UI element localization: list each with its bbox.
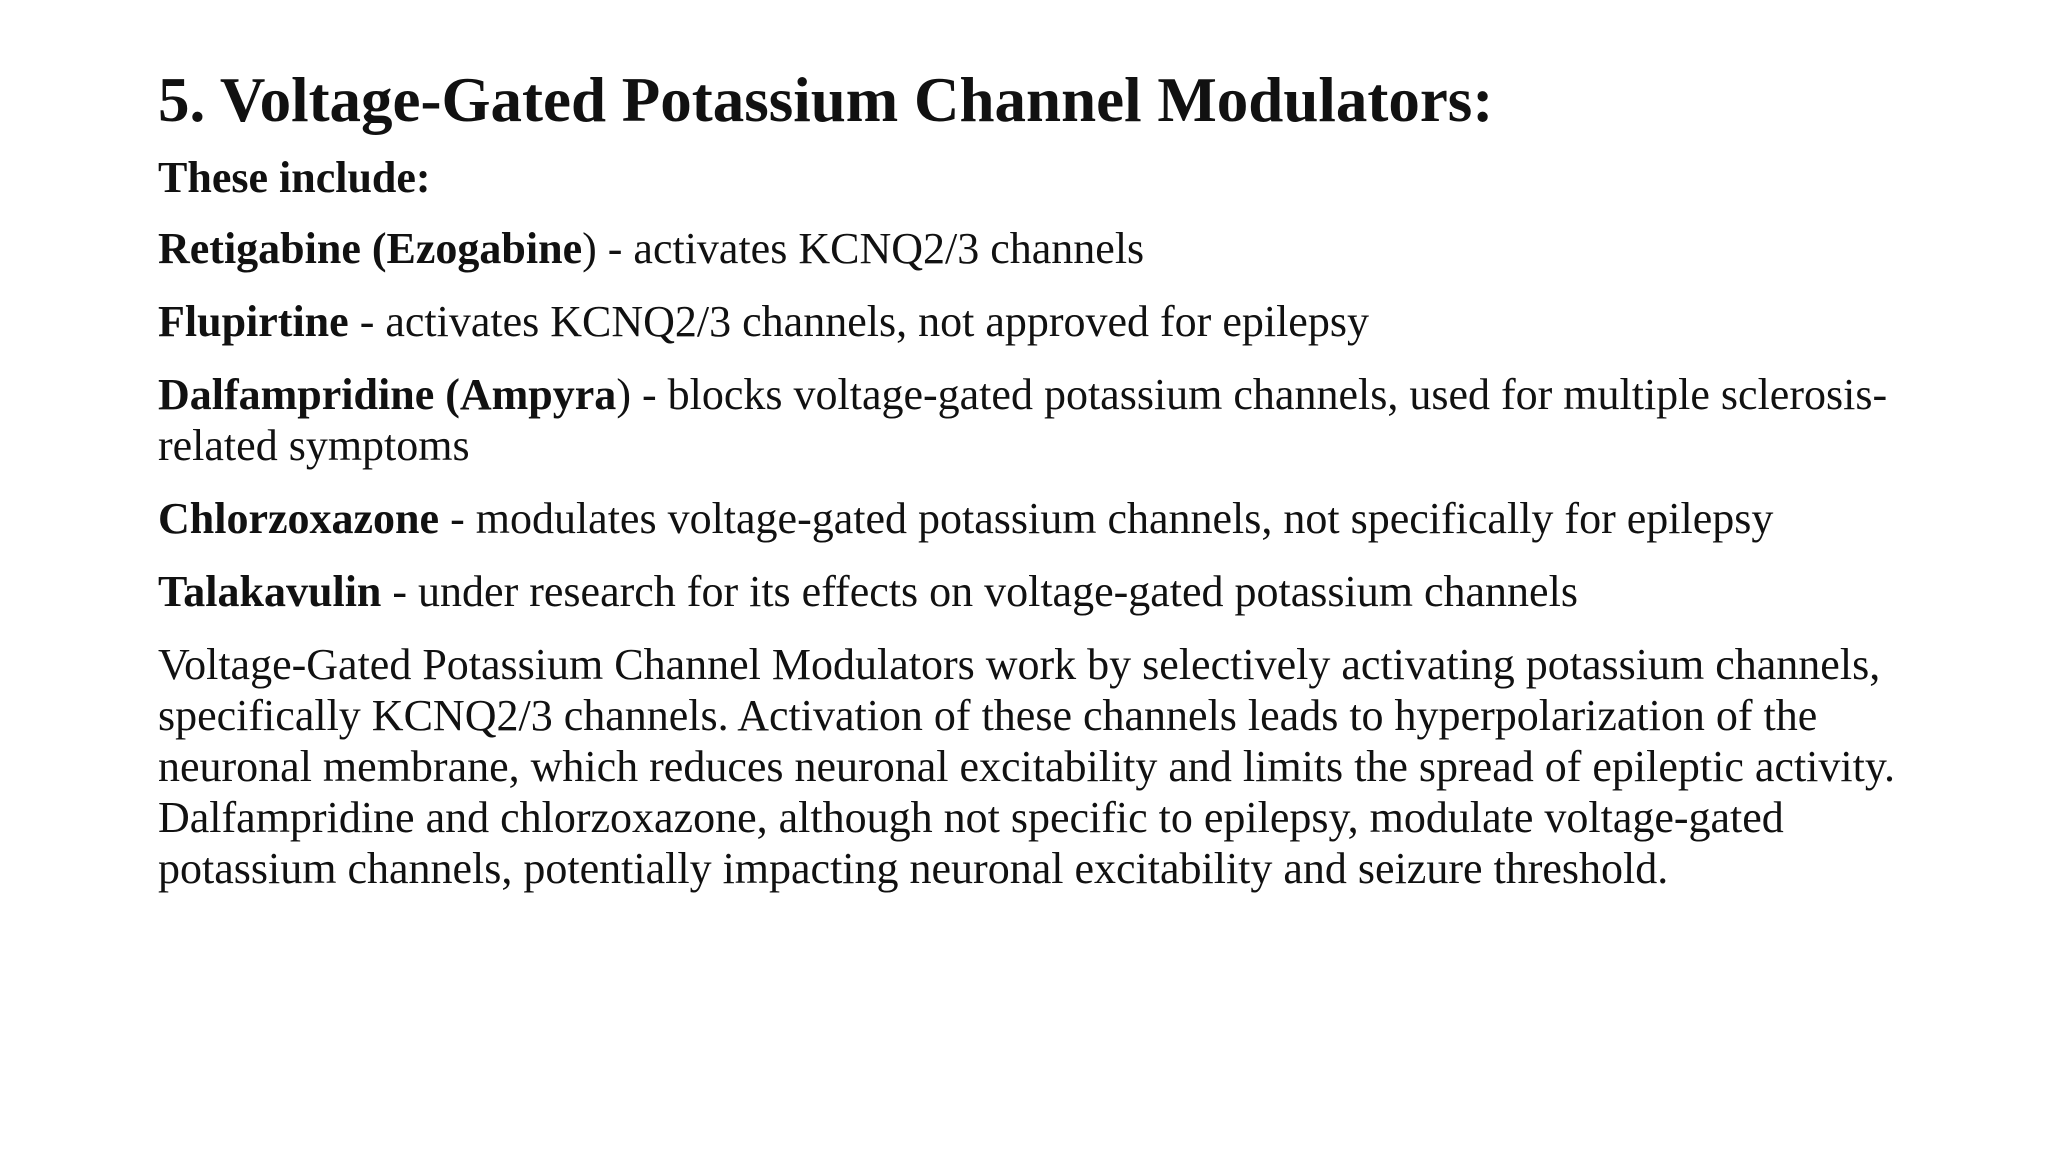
drug-item-dalfampridine: [158, 369, 1918, 471]
drug-name: Chlorzoxazone: [158, 494, 440, 543]
drug-item-flupirtine: [158, 296, 1918, 347]
drug-description: ) - blocks voltage-gated potassium channels, used for multiple sclerosis-related symptoms: [158, 370, 1888, 470]
summary-paragraph: Voltage-Gated Potassium Channel Modulators work by selectively activating potassium channels, specifically KCNQ2/3 channels. Activation of these channels leads to hyperpolarization of the neuronal membrane, which reduces neuronal excitability and limits the spread of epileptic activity. Dalfampridine and chlorzoxazone, although not specific to epilepsy, modulate voltage-gated potassium channels, potentially impacting neuronal excitability and seizure threshold.: [158, 640, 1895, 893]
drug-item-chlorzoxazone: [158, 493, 1918, 544]
drug-description: - modulates voltage-gated potassium channels, not specifically for epilepsy: [439, 494, 1774, 543]
slide-title: 5. Voltage-Gated Potassium Channel Modulators:: [158, 65, 1494, 135]
drug-name: Retigabine (Ezogabine: [158, 224, 583, 273]
drug-name: Dalfampridine (Ampyra: [158, 370, 617, 419]
intro-text: These include:: [158, 153, 431, 202]
drug-name: Talakavulin: [158, 567, 382, 616]
drug-description: ) - activates KCNQ2/3 channels: [582, 224, 1145, 273]
drug-name: Flupirtine: [158, 297, 349, 346]
slide-content: [158, 62, 1918, 894]
drug-item-retigabine: [158, 223, 1918, 274]
drug-item-talakavulin: [158, 566, 1918, 617]
drug-description: - under research for its effects on voltage-gated potassium channels: [381, 567, 1578, 616]
drug-description: - activates KCNQ2/3 channels, not approved for epilepsy: [348, 297, 1369, 346]
